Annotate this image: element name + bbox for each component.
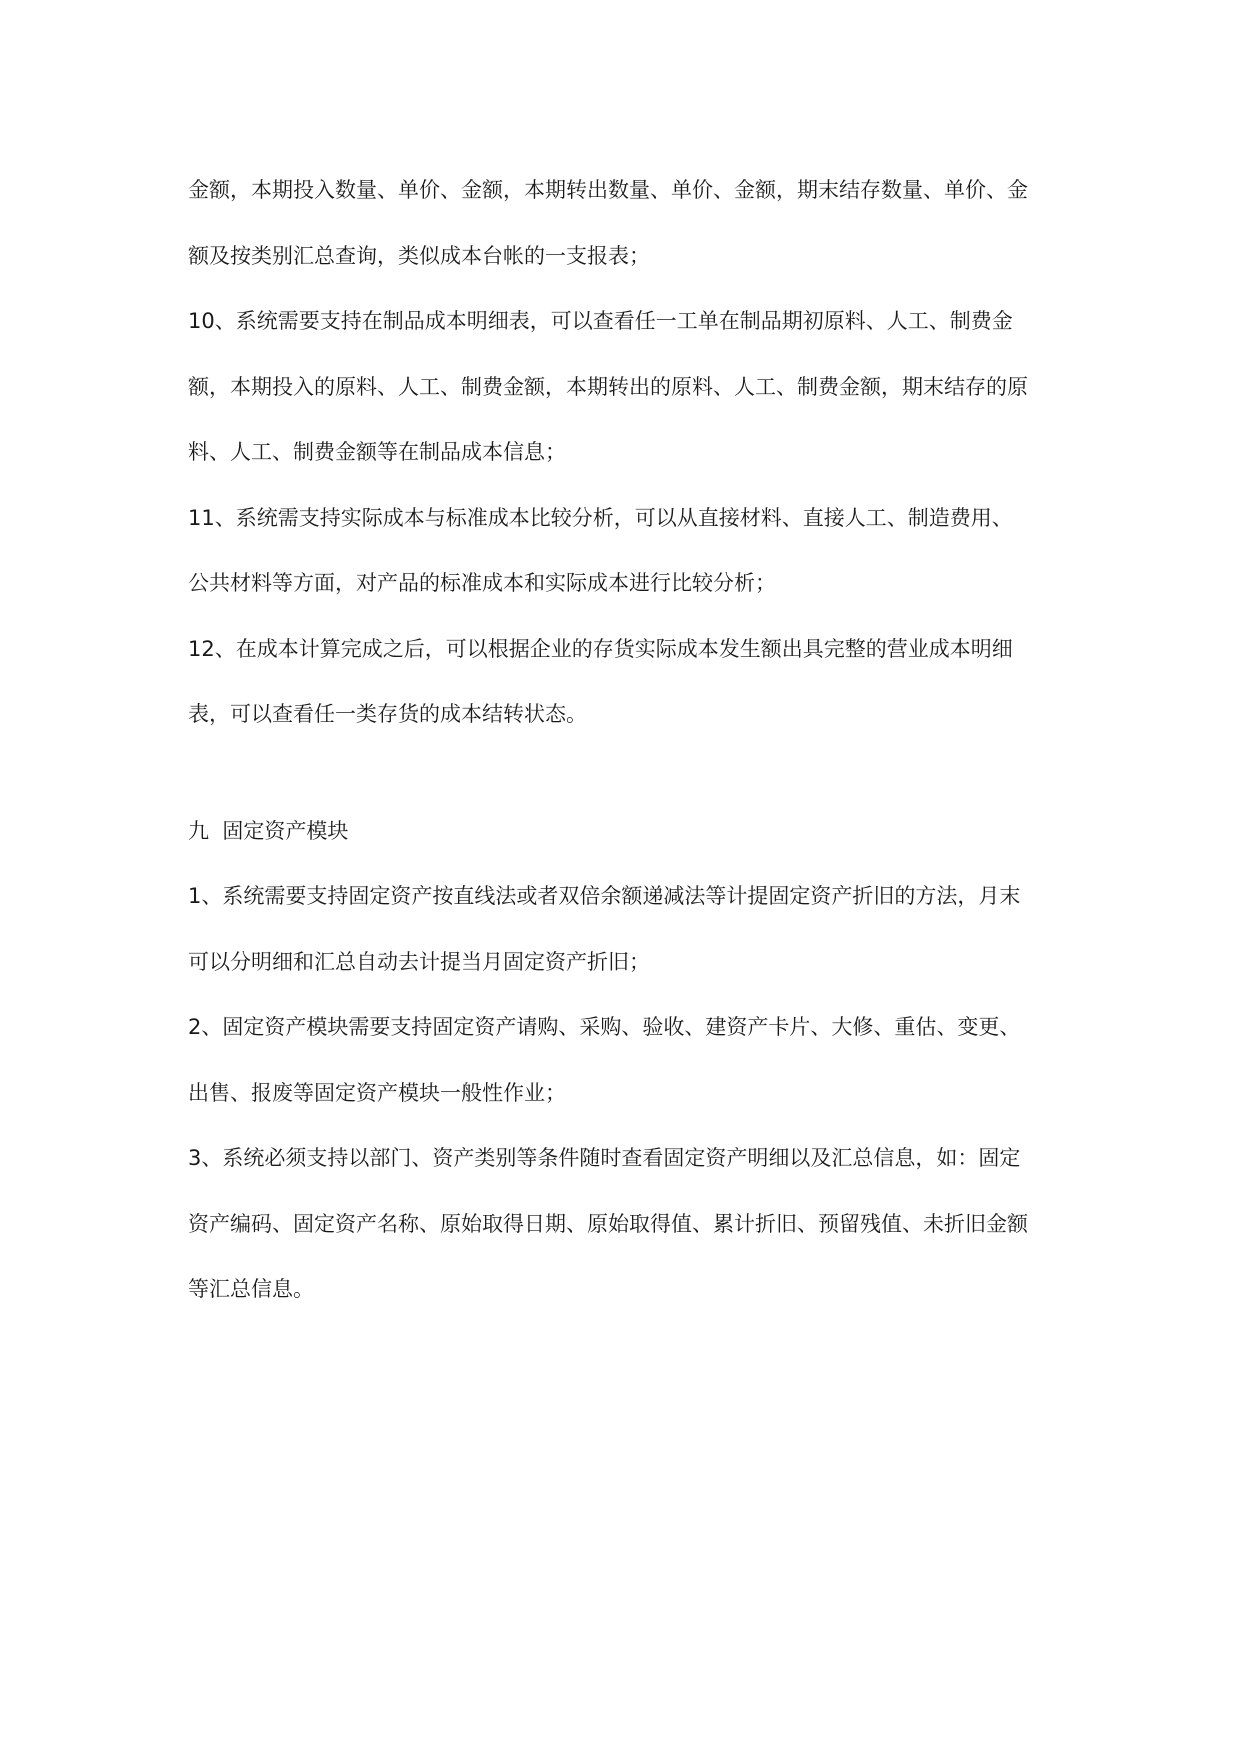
section-spacer: [188, 748, 1068, 799]
document-body: [188, 158, 1068, 1323]
text-line: 额，本期投入的原料、人工、制费金额，本期转出的原料、人工、制费金额，期末结存的原: [188, 374, 1028, 399]
text-line: 金额，本期投入数量、单价、金额，本期转出数量、单价、金额，期末结存数量、单价、金: [188, 178, 1028, 202]
text-line: 公共材料等方面，对产品的标准成本和实际成本进行比较分析；: [188, 571, 776, 595]
item-10-line: 10、系统需要支持在制品成本明细表，可以查看任一工单在制品期初原料、人工、制费金: [188, 309, 1013, 333]
text-line: 等汇总信息。: [188, 1277, 314, 1301]
item-12-line: 12、在成本计算完成之后，可以根据企业的存货实际成本发生额出具完整的营业成本明细: [188, 636, 1013, 661]
text-line: 表，可以查看任一类存货的成本结转状态。: [188, 702, 587, 726]
text-line: 额及按类别汇总查询，类似成本台帐的一支报表；: [188, 243, 650, 268]
item-11-line: 11、系统需支持实际成本与标准成本比较分析，可以从直接材料、直接人工、制造费用、: [188, 505, 1013, 530]
text-line: 资产编码、固定资产名称、原始取得日期、原始取得值、累计折旧、预留残值、未折旧金额: [188, 1211, 1028, 1236]
text-line: 料、人工、制费金额等在制品成本信息；: [188, 440, 566, 464]
text-line: 出售、报废等固定资产模块一般性作业；: [188, 1080, 566, 1105]
item-3-line: 3、系统必须支持以部门、资产类别等条件随时查看固定资产明细以及汇总信息，如：固定: [188, 1146, 1021, 1170]
item-1-line: 1、系统需要支持固定资产按直线法或者双倍余额递减法等计提固定资产折旧的方法，月末: [188, 884, 1021, 908]
item-2-line: 2、固定资产模块需要支持固定资产请购、采购、验收、建资产卡片、大修、重估、变更、: [188, 1015, 1021, 1039]
section-heading: 九 固定资产模块: [188, 818, 349, 843]
text-line: 可以分明细和汇总自动去计提当月固定资产折旧；: [188, 949, 650, 974]
